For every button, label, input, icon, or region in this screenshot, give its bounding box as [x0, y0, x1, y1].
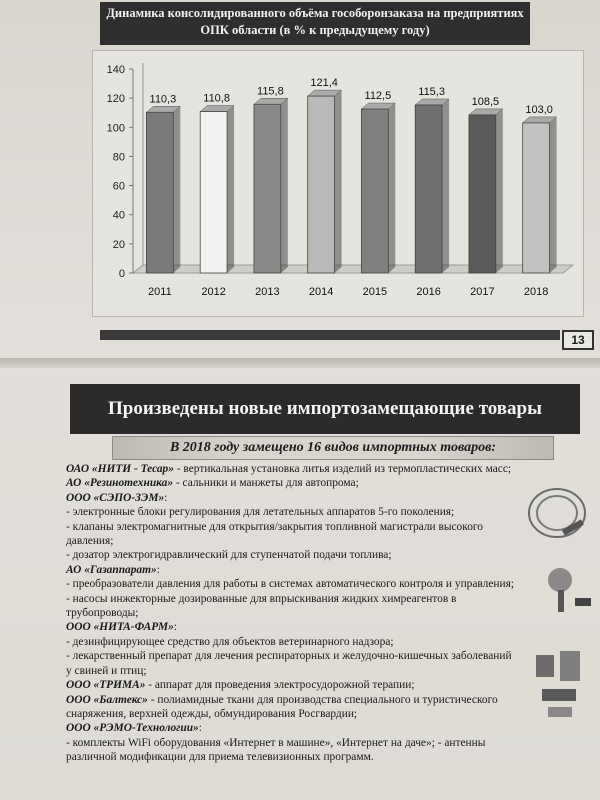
y-tick-label: 80 — [112, 151, 125, 164]
organization-name: ООО «НИТА-ФАРМ» — [66, 621, 174, 634]
list-line — [66, 462, 546, 476]
x-tick-label: 2013 — [255, 286, 280, 298]
page-number: 13 — [562, 330, 594, 350]
chart-title-text: Динамика консолидированного объёма гособоронзаказа на предприятиях ОПК области (в % к предыдущему году) — [106, 6, 524, 37]
data-label: 110,3 — [149, 93, 177, 106]
cable-product-image — [522, 475, 592, 550]
data-label: 115,3 — [418, 85, 445, 98]
bar — [523, 123, 550, 273]
data-label: 121,4 — [310, 77, 338, 90]
list-line: снаряжения, верхней одежды, обмундирования Росгвардии; — [66, 707, 358, 720]
bar — [200, 112, 227, 273]
list-line — [66, 693, 546, 707]
y-tick-label: 40 — [112, 209, 125, 222]
data-label: 108,5 — [471, 95, 500, 108]
y-tick-label: 20 — [112, 238, 125, 251]
x-tick-label: 2017 — [470, 286, 495, 298]
bar — [146, 112, 173, 273]
product-list — [66, 462, 546, 765]
list-line: - дезинфицирующее средство для объектов ветеринарного надзора; — [66, 635, 394, 648]
organization-name: ООО «СЭПО-ЗЭМ» — [66, 491, 165, 504]
sensor-product-image — [540, 560, 595, 620]
x-tick-label: 2011 — [148, 286, 172, 298]
list-line: - дозатор электрогидравлический для ступенчатой подачи топлива; — [66, 549, 392, 562]
list-line — [66, 721, 546, 735]
list-line — [66, 678, 546, 692]
item-description: : — [156, 563, 160, 576]
organization-name: ООО «РЭМО-Технологии» — [66, 722, 199, 735]
bar — [254, 104, 281, 273]
list-line: трубопроводы; — [66, 607, 139, 620]
bar — [308, 96, 335, 273]
page-divider — [0, 358, 600, 368]
chart-floor — [133, 265, 573, 273]
bar-side — [388, 103, 395, 273]
bar-side — [550, 117, 557, 273]
x-tick-label: 2012 — [201, 286, 226, 298]
bar-side — [227, 106, 234, 273]
section-heading: Произведены новые импортозамещающие товары — [70, 384, 580, 434]
top-rule — [100, 330, 560, 340]
y-tick-label: 120 — [106, 93, 125, 106]
data-label: 103,0 — [525, 103, 553, 116]
bar-side — [442, 99, 449, 273]
bar — [361, 109, 388, 273]
item-description: : — [164, 491, 168, 504]
list-line: - комплекты WiFi оборудования «Интернет в машине», «Интернет на даче»; - антенны — [66, 736, 486, 749]
bar-side — [281, 98, 288, 273]
bar-chart — [93, 51, 583, 316]
item-description: - аппарат для проведения электросудорожной терапии; — [145, 679, 415, 692]
list-line — [66, 491, 546, 505]
item-description: : — [198, 722, 202, 735]
organization-name: ОАО «НИТИ - Тесар» — [66, 463, 174, 475]
item-description: - вертикальная установка литья изделий из термопластических масс; — [173, 463, 512, 475]
list-line: у свиней и птиц; — [66, 664, 147, 677]
x-tick-label: 2016 — [416, 286, 441, 298]
data-label: 110,8 — [203, 92, 230, 105]
x-tick-label: 2015 — [362, 286, 388, 298]
list-line: давления; — [66, 535, 114, 548]
x-tick-label: 2014 — [308, 286, 334, 298]
item-description: - сальники и манжеты для автопрома; — [173, 477, 359, 490]
chart-area — [92, 50, 584, 317]
bar-side — [496, 109, 503, 273]
item-description: : — [173, 621, 177, 634]
y-tick-label: 140 — [106, 64, 125, 76]
list-line — [66, 620, 546, 634]
list-line — [66, 563, 546, 577]
list-line: - клапаны электромагнитные для открытия/закрытия топливной магистрали высокого — [66, 520, 483, 533]
bar-side — [173, 106, 180, 273]
list-line — [66, 476, 546, 490]
organization-name: АО «Газаппарат» — [66, 563, 157, 576]
data-label: 112,5 — [364, 90, 392, 103]
list-line: - насосы инжекторные дозированные для впрыскивания жидких химреагентов в — [66, 592, 457, 605]
y-tick-label: 0 — [118, 268, 125, 280]
x-tick-label: 2018 — [523, 286, 549, 298]
subheading-banner: В 2018 году замещено 16 видов импортных товаров: — [112, 436, 554, 460]
organization-name: ООО «Балтекс» — [66, 693, 148, 706]
list-line: - преобразователи давления для работы в системах автоматического контроля и управления; — [66, 578, 514, 591]
chart-title — [100, 2, 530, 45]
device-product-image — [528, 645, 590, 725]
bar — [415, 105, 442, 273]
bar — [469, 115, 496, 273]
bar-side — [335, 90, 342, 273]
list-line: - лекарственный препарат для лечения респираторных и желудочно-кишечных заболеваний — [66, 650, 512, 663]
list-line: - электронные блоки регулирования для летательных аппаратов 5-го поколения; — [66, 506, 455, 519]
organization-name: ООО «ТРИМА» — [66, 679, 146, 692]
y-tick-label: 60 — [112, 180, 125, 193]
organization-name: АО «Резинотехника» — [66, 477, 174, 490]
data-label: 115,8 — [257, 85, 284, 98]
y-tick-label: 100 — [106, 122, 125, 135]
item-description: - полиамидные ткани для производства специального и туристического — [147, 693, 498, 706]
list-line: различной модификации для приема телевизионных программ. — [66, 751, 374, 764]
